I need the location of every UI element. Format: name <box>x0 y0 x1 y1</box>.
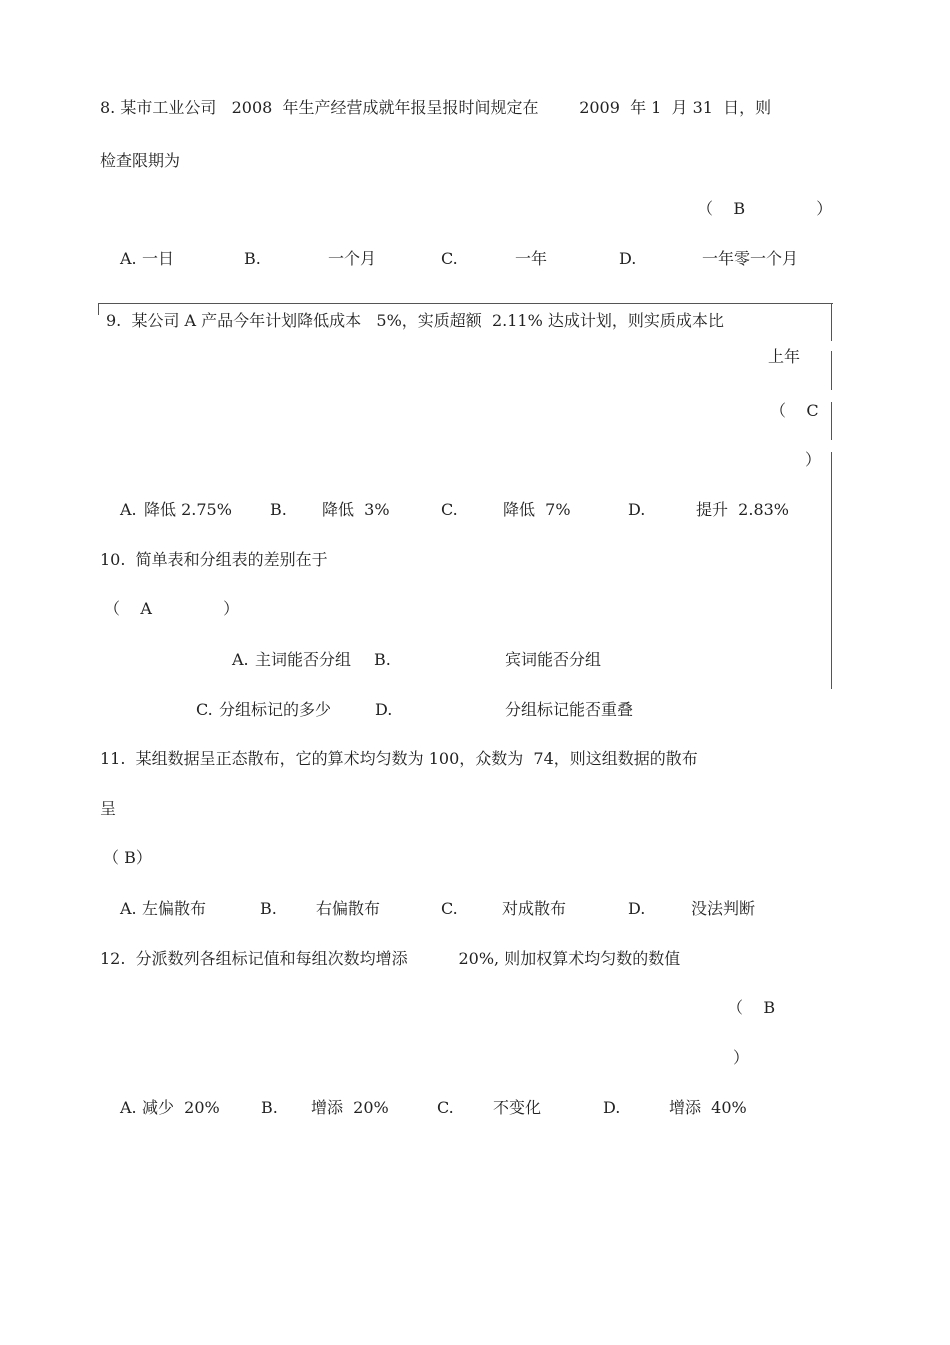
option-text: 分组标记的多少 <box>219 700 332 719</box>
option-letter: A. <box>120 1098 137 1117</box>
option-letter: D. <box>603 1098 621 1117</box>
question-8-answer: （ B ） <box>697 199 833 218</box>
option-letter: A. <box>120 500 137 519</box>
option-text: 不变化 <box>493 1098 542 1117</box>
option-text: 分组标记能否重叠 <box>505 700 634 719</box>
option-text: 降低 3% <box>322 500 390 519</box>
option-letter: C. <box>441 500 458 519</box>
option-text: 一年 <box>515 249 548 268</box>
question-8-stem-line1: 8. 某市工业公司 2008 年生产经营成就年报呈报时间规定在 2009 年 1 月 31 日，则 <box>100 98 772 117</box>
question-10-answer: （ A ） <box>104 599 240 618</box>
border-right-line-4 <box>831 452 832 689</box>
option-text: 左偏散布 <box>142 899 207 918</box>
option-text: 提升 2.83% <box>696 500 790 519</box>
question-9-stem-line1: 9. 某公司 A 产品今年计划降低成本 5%，实质超额 2.11% 达成计划，则实质成本比 <box>106 311 724 330</box>
option-letter: D. <box>628 500 646 519</box>
option-letter: A. <box>232 650 249 669</box>
question-11-stem-line2: 呈 <box>100 799 117 818</box>
option-letter: C. <box>437 1098 454 1117</box>
option-text: 没法判断 <box>691 899 756 918</box>
option-text: 主词能否分组 <box>255 650 352 669</box>
question-11-answer: （ B） <box>103 848 152 867</box>
option-letter: A. <box>120 899 137 918</box>
option-text: 增添 40% <box>669 1098 747 1117</box>
option-letter: B. <box>270 500 287 519</box>
option-text: 一年零一个月 <box>702 249 799 268</box>
option-text: 减少 20% <box>142 1098 220 1117</box>
question-9-answer-open: （ C <box>770 401 819 420</box>
option-text: 降低 7% <box>503 500 571 519</box>
question-9-stem-line2: 上年 <box>768 347 801 366</box>
question-12-stem-line1: 12. 分派数列各组标记值和每组次数均增添 20%, 则加权算术均匀数的数值 <box>100 949 681 968</box>
option-letter: B. <box>374 650 391 669</box>
option-text: 一日 <box>142 249 175 268</box>
question-8-stem-line2: 检查限期为 <box>100 151 181 170</box>
border-right-line-1 <box>831 303 832 341</box>
option-letter: D. <box>628 899 646 918</box>
question-12-answer-open: （ B <box>727 998 776 1017</box>
option-letter: A. <box>120 249 137 268</box>
option-letter: C. <box>441 249 458 268</box>
border-top-line <box>98 303 833 304</box>
option-text: 增添 20% <box>311 1098 389 1117</box>
border-right-line-2 <box>831 351 832 390</box>
option-letter: B. <box>260 899 277 918</box>
option-letter: D. <box>619 249 637 268</box>
option-letter: D. <box>375 700 393 719</box>
option-letter: B. <box>261 1098 278 1117</box>
question-11-stem-line1: 11. 某组数据呈正态散布，它的算术均匀数为 100，众数为 74，则这组数据的散布 <box>100 749 698 768</box>
option-letter: C. <box>196 700 213 719</box>
option-letter: C. <box>441 899 458 918</box>
option-text: 一个月 <box>328 249 377 268</box>
option-text: 宾词能否分组 <box>505 650 602 669</box>
option-letter: B. <box>244 249 261 268</box>
question-12-answer-close: ） <box>733 1048 750 1067</box>
border-left-tick <box>98 303 99 315</box>
border-right-line-3 <box>831 402 832 440</box>
option-text: 降低 2.75% <box>144 500 232 519</box>
question-10-stem-line1: 10. 简单表和分组表的差别在于 <box>100 550 328 569</box>
question-9-answer-close: ） <box>805 450 822 469</box>
option-text: 对成散布 <box>502 899 567 918</box>
option-text: 右偏散布 <box>316 899 381 918</box>
